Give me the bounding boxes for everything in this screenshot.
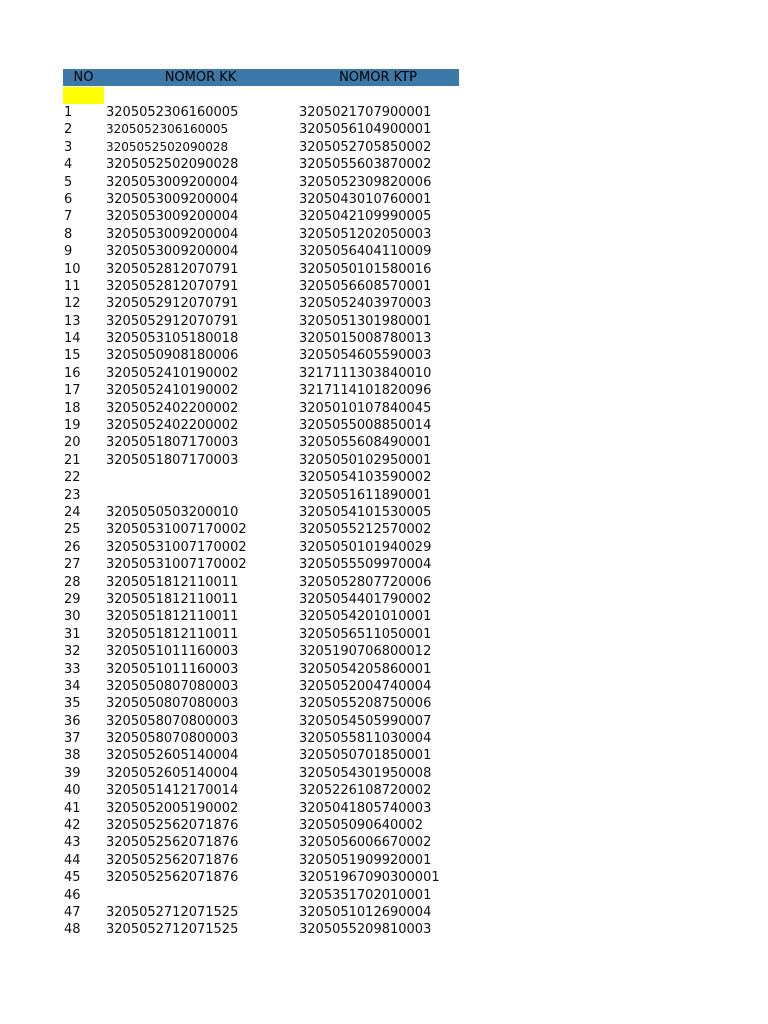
cell-no: 45 — [64, 870, 81, 886]
table-row — [63, 747, 459, 764]
cell-nomor-kk: 3205058070800003 — [106, 713, 239, 729]
cell-nomor-ktp: 3205056511050001 — [299, 626, 432, 642]
cell-nomor-kk: 3205052005190002 — [106, 800, 239, 816]
cell-nomor-kk: 3205051011160003 — [106, 644, 239, 660]
cell-nomor-ktp: 3205051012690004 — [299, 904, 432, 920]
table-row — [63, 417, 459, 434]
cell-nomor-kk: 3205050908180006 — [106, 348, 239, 364]
cell-nomor-kk: 3205052502090028 — [106, 157, 239, 173]
cell-nomor-kk: 3205052402200002 — [106, 400, 239, 416]
table-row — [63, 521, 459, 538]
cell-nomor-kk: 3205052562071876 — [106, 818, 239, 834]
cell-nomor-kk: 3205052306160005 — [106, 105, 239, 120]
cell-nomor-ktp: 3205054103590002 — [299, 470, 432, 486]
cell-no: 25 — [64, 522, 81, 538]
cell-nomor-ktp: 3205056404110009 — [299, 244, 432, 260]
cell-nomor-kk — [106, 887, 299, 904]
header-nomor-ktp: NOMOR KTP — [339, 70, 417, 85]
table-row — [63, 887, 459, 904]
highlighted-cell — [63, 87, 104, 104]
cell-nomor-ktp: 3205056006670002 — [299, 835, 432, 851]
table-row — [63, 713, 459, 730]
cell-nomor-kk: 32050531007170002 — [106, 557, 247, 573]
table-row — [63, 347, 459, 364]
table-row — [63, 434, 459, 451]
cell-nomor-kk: 3205051812110011 — [106, 626, 239, 642]
cell-nomor-ktp: 3205042109990005 — [299, 209, 432, 225]
cell-no: 36 — [64, 713, 81, 729]
cell-no: 34 — [64, 678, 81, 694]
cell-nomor-kk: 3205052812070791 — [106, 261, 239, 277]
cell-no: 44 — [64, 852, 81, 868]
cell-nomor-ktp: 3205054401790002 — [299, 591, 432, 607]
cell-nomor-kk: 3205051011160003 — [106, 661, 239, 677]
table-header — [63, 69, 459, 86]
cell-nomor-kk — [106, 487, 299, 504]
cell-nomor-ktp: 3205055608490001 — [299, 435, 432, 451]
cell-nomor-kk: 3205052605140004 — [106, 748, 239, 764]
table-row — [63, 556, 459, 573]
cell-nomor-ktp: 3205055208750006 — [299, 696, 432, 712]
cell-nomor-kk: 3205053009200004 — [106, 244, 239, 260]
cell-nomor-kk — [106, 469, 299, 486]
table-row — [63, 591, 459, 608]
table-row — [63, 869, 459, 886]
table-row — [63, 678, 459, 695]
table-row — [63, 800, 459, 817]
cell-nomor-ktp: 3205050102950001 — [299, 452, 432, 468]
cell-nomor-ktp: 3205015008780013 — [299, 331, 432, 347]
header-nomor-kk: NOMOR KK — [164, 70, 237, 85]
table-row — [63, 817, 459, 834]
cell-nomor-kk: 3205053009200004 — [106, 191, 239, 207]
cell-nomor-ktp: 3205055509970004 — [299, 557, 432, 573]
cell-nomor-kk: 3205052912070791 — [106, 296, 239, 312]
cell-nomor-ktp: 3205056608570001 — [299, 278, 432, 294]
cell-no: 10 — [64, 261, 81, 277]
table-row — [63, 139, 459, 156]
cell-no: 24 — [64, 504, 81, 520]
cell-no: 14 — [64, 331, 81, 347]
cell-no: 9 — [64, 244, 73, 260]
table-row — [63, 921, 459, 938]
table-row — [63, 174, 459, 191]
cell-no: 5 — [64, 174, 73, 190]
table-row — [63, 330, 459, 347]
table-row — [63, 278, 459, 295]
cell-no: 7 — [64, 209, 73, 225]
cell-no: 38 — [64, 748, 81, 764]
cell-nomor-kk: 3205052410190002 — [106, 365, 239, 381]
cell-no: 8 — [64, 226, 73, 242]
cell-nomor-ktp: 3205052403970003 — [299, 296, 432, 312]
cell-nomor-ktp: 3205052705850002 — [299, 139, 432, 155]
cell-nomor-ktp: 3205054505990007 — [299, 713, 432, 729]
cell-nomor-ktp: 3205055811030004 — [299, 731, 432, 747]
table-row — [63, 452, 459, 469]
table-row — [63, 626, 459, 643]
cell-no: 19 — [64, 418, 81, 434]
cell-nomor-ktp: 3205055008850014 — [299, 418, 432, 434]
table-row — [63, 156, 459, 173]
spreadsheet-table — [63, 69, 459, 939]
cell-no: 3 — [64, 139, 73, 155]
cell-nomor-ktp: 3205226108720002 — [299, 783, 432, 799]
cell-nomor-ktp: 3217111303840010 — [299, 365, 432, 381]
cell-nomor-ktp: 3205051611890001 — [299, 487, 432, 503]
cell-no: 26 — [64, 539, 81, 555]
table-row — [63, 765, 459, 782]
cell-no: 39 — [64, 765, 81, 781]
cell-nomor-kk: 3205052562071876 — [106, 870, 239, 886]
cell-nomor-kk: 3205050503200010 — [106, 504, 239, 520]
cell-no: 13 — [64, 313, 81, 329]
cell-nomor-kk: 3205052605140004 — [106, 765, 239, 781]
cell-nomor-ktp: 3205190706800012 — [299, 644, 432, 660]
cell-no: 33 — [64, 661, 81, 677]
cell-no: 27 — [64, 557, 81, 573]
cell-nomor-ktp: 3205055209810003 — [299, 922, 432, 938]
table-row — [63, 487, 459, 504]
cell-nomor-ktp: 3205010107840045 — [299, 400, 432, 416]
cell-nomor-ktp: 3205041805740003 — [299, 800, 432, 816]
cell-nomor-kk: 3205051412170014 — [106, 783, 239, 799]
cell-no: 23 — [64, 487, 81, 503]
table-row — [63, 852, 459, 869]
cell-nomor-ktp: 3205051909920001 — [299, 852, 432, 868]
table-row — [63, 208, 459, 225]
header-no: NO — [73, 70, 94, 85]
cell-no: 28 — [64, 574, 81, 590]
cell-nomor-kk: 3205058070800003 — [106, 731, 239, 747]
cell-no: 11 — [64, 278, 81, 294]
cell-no: 17 — [64, 383, 81, 399]
table-row — [63, 295, 459, 312]
table-row — [63, 104, 459, 121]
table-row — [63, 608, 459, 625]
cell-no: 12 — [64, 296, 81, 312]
cell-nomor-kk: 3205052812070791 — [106, 278, 239, 294]
cell-nomor-kk: 3205053009200004 — [106, 209, 239, 225]
cell-nomor-ktp: 3205055212570002 — [299, 522, 432, 538]
table-row — [63, 121, 459, 138]
cell-nomor-kk: 3205051812110011 — [106, 591, 239, 607]
cell-no: 43 — [64, 835, 81, 851]
cell-nomor-ktp: 3205054101530005 — [299, 504, 432, 520]
cell-no: 30 — [64, 609, 81, 625]
table-row — [63, 904, 459, 921]
cell-nomor-kk: 3205051812110011 — [106, 609, 239, 625]
table-row — [63, 574, 459, 591]
table-row — [63, 469, 459, 486]
table-row — [63, 243, 459, 260]
cell-nomor-kk: 3205052502090028 — [106, 139, 229, 154]
cell-nomor-kk: 3205052402200002 — [106, 418, 239, 434]
cell-nomor-ktp: 3205052004740004 — [299, 678, 432, 694]
cell-nomor-kk: 32050531007170002 — [106, 522, 247, 538]
cell-nomor-kk: 3205052410190002 — [106, 383, 239, 399]
table-row — [63, 226, 459, 243]
cell-no: 21 — [64, 452, 81, 468]
cell-nomor-ktp: 3205050701850001 — [299, 748, 432, 764]
cell-nomor-ktp: 3205054205860001 — [299, 661, 432, 677]
cell-nomor-ktp: 3205043010760001 — [299, 191, 432, 207]
cell-nomor-kk: 3205052562071876 — [106, 835, 239, 851]
table-row — [63, 382, 459, 399]
table-row — [63, 539, 459, 556]
cell-nomor-ktp: 3205050101580016 — [299, 261, 432, 277]
cell-no: 6 — [64, 191, 73, 207]
cell-nomor-kk: 3205050807080003 — [106, 678, 239, 694]
cell-no: 48 — [64, 922, 81, 938]
cell-no: 31 — [64, 626, 81, 642]
cell-nomor-ktp: 3205021707900001 — [299, 105, 432, 120]
table-row — [63, 661, 459, 678]
cell-nomor-ktp: 3205055603870002 — [299, 157, 432, 173]
cell-nomor-ktp: 3205051202050003 — [299, 226, 432, 242]
cell-nomor-ktp: 3205052309820006 — [299, 174, 432, 190]
table-row — [63, 400, 459, 417]
table-row — [63, 695, 459, 712]
table-row — [63, 365, 459, 382]
cell-nomor-kk: 3205051807170003 — [106, 452, 239, 468]
table-row — [63, 313, 459, 330]
table-row — [63, 191, 459, 208]
table-row — [63, 261, 459, 278]
cell-no: 37 — [64, 731, 81, 747]
cell-nomor-ktp: 3205050101940029 — [299, 539, 432, 555]
cell-no: 32 — [64, 644, 81, 660]
cell-nomor-ktp: 3205054201010001 — [299, 609, 432, 625]
cell-nomor-kk: 3205052912070791 — [106, 313, 239, 329]
cell-no: 41 — [64, 800, 81, 816]
table-row — [63, 504, 459, 521]
cell-no: 29 — [64, 591, 81, 607]
cell-no: 47 — [64, 904, 81, 920]
cell-nomor-kk: 3205052562071876 — [106, 852, 239, 868]
cell-nomor-kk: 3205053009200004 — [106, 226, 239, 242]
cell-nomor-ktp: 32051967090300001 — [299, 870, 440, 886]
table-row — [63, 730, 459, 747]
cell-nomor-kk: 3205053009200004 — [106, 174, 239, 190]
cell-nomor-kk: 3205052306160005 — [106, 122, 229, 137]
cell-nomor-kk: 3205052712071525 — [106, 904, 239, 920]
cell-no: 35 — [64, 696, 81, 712]
cell-nomor-ktp: 3205054605590003 — [299, 348, 432, 364]
cell-nomor-ktp: 3205056104900001 — [299, 122, 432, 138]
cell-nomor-kk: 3205052712071525 — [106, 922, 239, 938]
cell-nomor-kk: 3205053105180018 — [106, 331, 239, 347]
cell-nomor-ktp: 3205351702010001 — [299, 887, 432, 903]
table-body — [63, 104, 459, 939]
cell-nomor-kk: 32050531007170002 — [106, 539, 247, 555]
cell-no: 18 — [64, 400, 81, 416]
table-row — [63, 643, 459, 660]
cell-no: 16 — [64, 365, 81, 381]
cell-nomor-ktp: 3205051301980001 — [299, 313, 432, 329]
cell-no: 40 — [64, 783, 81, 799]
cell-no: 1 — [64, 105, 73, 120]
cell-no: 42 — [64, 818, 81, 834]
cell-nomor-ktp: 320505090640002 — [299, 818, 424, 834]
cell-no: 22 — [64, 470, 81, 486]
cell-nomor-kk: 3205051807170003 — [106, 435, 239, 451]
cell-no: 20 — [64, 435, 81, 451]
table-row — [63, 782, 459, 799]
cell-no: 2 — [64, 122, 73, 138]
cell-nomor-ktp: 3205052807720006 — [299, 574, 432, 590]
cell-nomor-ktp: 3217114101820096 — [299, 383, 432, 399]
cell-no: 46 — [64, 887, 81, 903]
cell-no: 4 — [64, 157, 73, 173]
table-row — [63, 834, 459, 851]
cell-nomor-kk: 3205051812110011 — [106, 574, 239, 590]
cell-no: 15 — [64, 348, 81, 364]
cell-nomor-ktp: 3205054301950008 — [299, 765, 432, 781]
cell-nomor-kk: 3205050807080003 — [106, 696, 239, 712]
